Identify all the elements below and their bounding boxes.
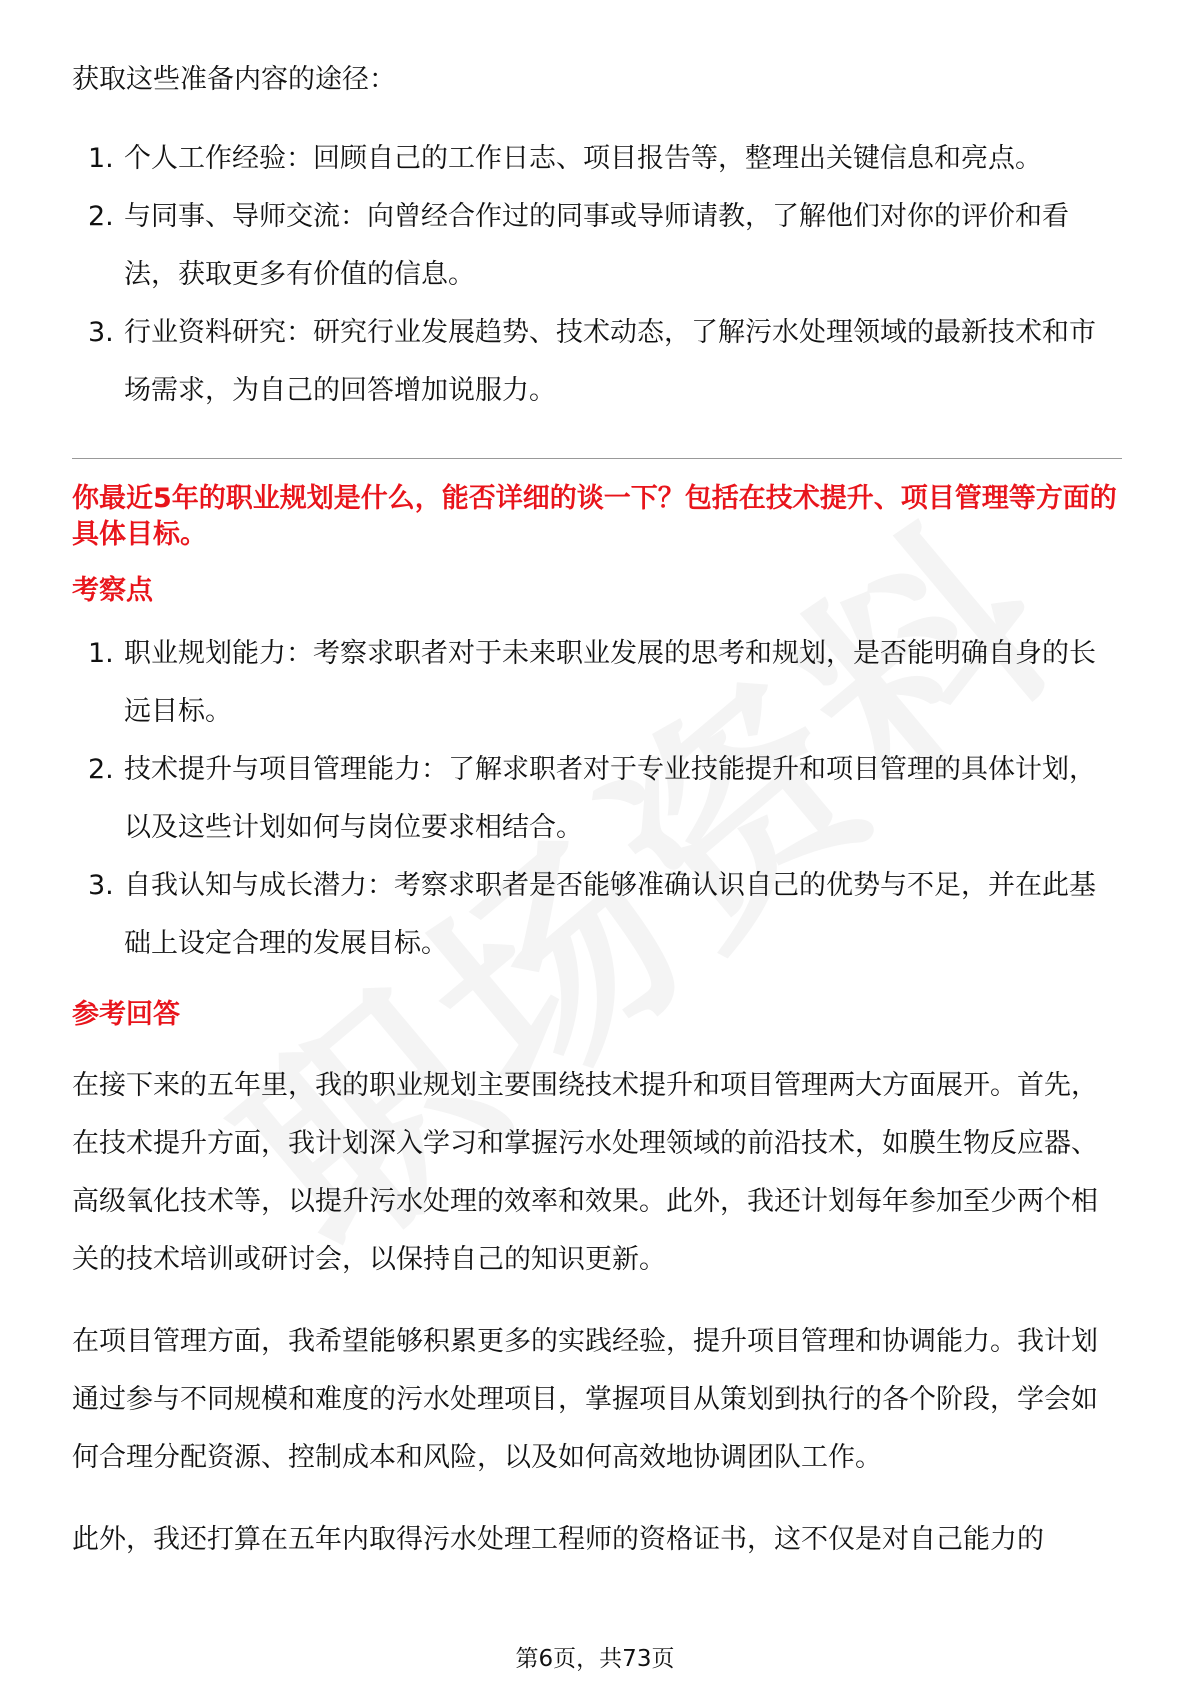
list-number: 3. xyxy=(88,870,114,901)
check-points-title: 考察点 xyxy=(72,575,153,606)
list-text: 个人工作经验：回顾自己的工作日志、项目报告等，整理出关键信息和亮点。 xyxy=(124,143,1042,174)
list-number: 3. xyxy=(88,317,114,348)
list-text: 职业规划能力：考察求职者对于未来职业发展的思考和规划，是否能明确自身的长远目标。 xyxy=(124,638,1096,727)
answer-paragraph: 在接下来的五年里，我的职业规划主要围绕技术提升和项目管理两大方面展开。首先，在技术提升方面，我计划深入学习和掌握污水处理领域的前沿技术，如膜生物反应器、高级氧化技术等，以提升污水处理的效率和效果。此外，我还计划每年参加至少两个相关的技术培训或研讨会，以保持自己的知识更新。 xyxy=(72,1070,1098,1275)
list-item xyxy=(72,741,1122,857)
answer-title: 参考回答 xyxy=(72,999,180,1030)
answer-paragraph: 在项目管理方面，我希望能够积累更多的实践经验，提升项目管理和协调能力。我计划通过参与不同规模和难度的污水处理项目，掌握项目从策划到执行的各个阶段，学会如何合理分配资源、控制成本和风险，以及如何高效地协调团队工作。 xyxy=(72,1326,1098,1473)
check-points-list xyxy=(72,625,1122,973)
interview-question: 你最近5年的职业规划是什么，能否详细的谈一下？包括在技术提升、项目管理等方面的具体目标。 xyxy=(72,483,1117,550)
list-text: 行业资料研究：研究行业发展趋势、技术动态，了解污水处理领域的最新技术和市场需求，为自己的回答增加说服力。 xyxy=(124,317,1096,406)
list-number: 1. xyxy=(88,143,114,174)
answer-paragraph: 此外，我还打算在五年内取得污水处理工程师的资格证书，这不仅是对自己能力的 xyxy=(72,1524,1044,1555)
list-item xyxy=(72,857,1122,973)
page-footer: 第6页，共73页 xyxy=(515,1646,675,1672)
list-item xyxy=(72,304,1122,420)
page-content xyxy=(72,58,1122,1593)
section-divider xyxy=(72,458,1122,459)
list-number: 1. xyxy=(88,638,114,669)
list-text: 技术提升与项目管理能力：了解求职者对于专业技能提升和项目管理的具体计划，以及这些计划如何与岗位要求相结合。 xyxy=(124,754,1096,843)
list-text: 与同事、导师交流：向曾经合作过的同事或导师请教，了解他们对你的评价和看法，获取更多有价值的信息。 xyxy=(124,201,1069,290)
intro-text: 获取这些准备内容的途径： xyxy=(72,64,396,95)
list-item xyxy=(72,188,1122,304)
ways-list xyxy=(72,130,1122,420)
list-item xyxy=(72,130,1122,188)
list-number: 2. xyxy=(88,201,114,232)
list-text: 自我认知与成长潜力：考察求职者是否能够准确认识自己的优势与不足，并在此基础上设定合理的发展目标。 xyxy=(124,870,1096,959)
list-number: 2. xyxy=(88,754,114,785)
list-item xyxy=(72,625,1122,741)
